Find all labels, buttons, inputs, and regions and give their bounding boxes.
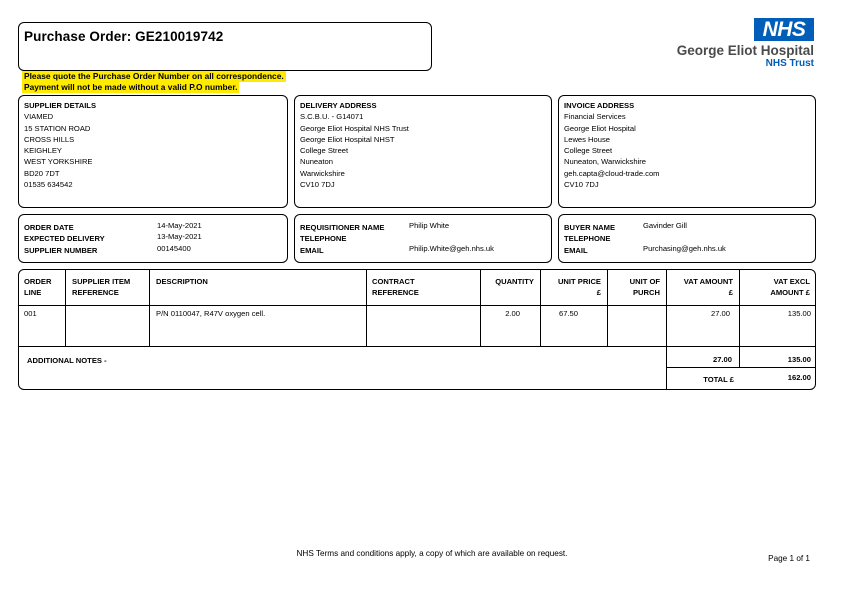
vat-total: 27.00 bbox=[712, 355, 732, 364]
order-date-label: ORDER DATE bbox=[24, 223, 74, 232]
buyer-email-label: EMAIL bbox=[564, 245, 588, 255]
header-line: UNIT PRICE bbox=[557, 277, 601, 286]
expected-delivery-label: EXPECTED DELIVERY bbox=[24, 234, 105, 244]
delivery-line: College Street bbox=[300, 146, 349, 156]
col-divider bbox=[65, 270, 66, 347]
header-description: DESCRIPTION bbox=[156, 277, 208, 286]
header-line: LINE bbox=[24, 288, 42, 297]
invoice-line: geh.capta@cloud-trade.com bbox=[564, 168, 660, 178]
header-supplier-item bbox=[72, 276, 130, 298]
supplier-line: WEST YORKSHIRE bbox=[24, 157, 93, 167]
delivery-line: George Eliot Hospital NHS Trust bbox=[300, 123, 409, 133]
buyer-email: Purchasing@geh.nhs.uk bbox=[643, 244, 726, 253]
requisitioner-email-label: EMAIL bbox=[300, 245, 324, 255]
org-name: George Eliot Hospital bbox=[676, 43, 814, 58]
requisitioner-name: Philip White bbox=[409, 221, 450, 230]
delivery-line: S.C.B.U. - G14071 bbox=[300, 112, 364, 122]
supplier-details bbox=[24, 100, 96, 190]
header-line: ORDER bbox=[24, 277, 52, 286]
line-items-table bbox=[18, 269, 816, 390]
table-row-divider bbox=[19, 346, 815, 347]
header-line: VAT AMOUNT bbox=[683, 277, 733, 286]
row-order-line: 001 bbox=[24, 309, 37, 318]
delivery-line: Nuneaton bbox=[300, 157, 333, 167]
header-order-line bbox=[24, 276, 51, 298]
header-line: VAT EXCL bbox=[773, 277, 810, 286]
buyer-labels bbox=[564, 222, 615, 256]
header-line: £ bbox=[728, 288, 733, 297]
order-date: 14-May-2021 bbox=[157, 221, 202, 230]
col-divider bbox=[149, 270, 150, 347]
row-vat-amount: 27.00 bbox=[710, 309, 730, 318]
expected-delivery: 13-May-2021 bbox=[157, 232, 202, 242]
nhs-logo: NHS bbox=[754, 18, 814, 41]
invoice-line: College Street bbox=[564, 146, 613, 156]
requisitioner-email: Philip.White@geh.nhs.uk bbox=[409, 244, 494, 253]
supplier-line: 01535 634542 bbox=[24, 180, 73, 190]
header-line: £ bbox=[596, 288, 601, 297]
org-sub: NHS Trust bbox=[765, 58, 814, 69]
buyer-phone-label: TELEPHONE bbox=[564, 234, 611, 244]
po-title: Purchase Order: GE210019742 bbox=[24, 29, 224, 44]
header-quantity: QUANTITY bbox=[495, 277, 534, 286]
order-info-labels bbox=[24, 222, 105, 256]
buyer-name-label: BUYER NAME bbox=[564, 223, 616, 232]
invoice-line: Lewes House bbox=[564, 134, 611, 144]
row-unit-price: 67.50 bbox=[558, 309, 578, 318]
invoice-line: Nuneaton, Warwickshire bbox=[564, 157, 647, 167]
delivery-line: CV10 7DJ bbox=[300, 180, 335, 190]
additional-notes-label: ADDITIONAL NOTES - bbox=[27, 356, 107, 365]
header-unit-price bbox=[541, 276, 601, 298]
supplier-line: 15 STATION ROAD bbox=[24, 123, 91, 133]
header-line: REFERENCE bbox=[372, 288, 419, 297]
supplier-heading: SUPPLIER DETAILS bbox=[24, 101, 97, 110]
delivery-line: George Eliot Hospital NHST bbox=[300, 134, 395, 144]
header-line: CONTRACT bbox=[372, 277, 415, 286]
supplier-number-label: SUPPLIER NUMBER bbox=[24, 245, 98, 255]
invoice-address bbox=[564, 100, 660, 190]
row-description: P/N 0110047, R47V oxygen cell. bbox=[156, 309, 266, 318]
delivery-heading: DELIVERY ADDRESS bbox=[300, 101, 377, 110]
invoice-line: CV10 7DJ bbox=[564, 180, 599, 190]
delivery-address bbox=[300, 100, 409, 190]
total-label: TOTAL £ bbox=[703, 375, 734, 384]
terms-note: NHS Terms and conditions apply, a copy of which are available on request. bbox=[296, 549, 568, 558]
header-vat-amount bbox=[667, 276, 733, 298]
supplier-line: KEIGHLEY bbox=[24, 146, 62, 156]
row-vat-excl: 135.00 bbox=[787, 309, 811, 318]
requisitioner-labels bbox=[300, 222, 384, 256]
requisitioner-phone-label: TELEPHONE bbox=[300, 234, 347, 244]
buyer-name: Gavinder Gill bbox=[643, 221, 687, 230]
page-number: Page 1 of 1 bbox=[768, 554, 810, 563]
header-line: UNIT OF bbox=[629, 277, 660, 286]
invoice-line: Financial Services bbox=[564, 112, 626, 122]
header-line: PURCH bbox=[632, 288, 660, 297]
excl-total: 135.00 bbox=[787, 355, 811, 364]
requisitioner-name-label: REQUISITIONER NAME bbox=[300, 223, 385, 232]
table-header-divider bbox=[19, 305, 815, 306]
row-quantity: 2.00 bbox=[505, 309, 520, 318]
header-line: AMOUNT £ bbox=[770, 288, 810, 297]
order-info-values bbox=[157, 220, 202, 254]
notice-payment: Payment will not be made without a valid P.O number. bbox=[24, 82, 238, 92]
invoice-line: George Eliot Hospital bbox=[564, 123, 636, 133]
invoice-heading: INVOICE ADDRESS bbox=[564, 101, 635, 110]
delivery-line: Warwickshire bbox=[300, 168, 345, 178]
supplier-line: CROSS HILLS bbox=[24, 134, 75, 144]
supplier-number: 00145400 bbox=[157, 243, 191, 253]
totals-divider bbox=[666, 367, 815, 368]
header-unit-of-purch bbox=[608, 276, 660, 298]
grand-total: 162.00 bbox=[787, 373, 811, 382]
header-line: REFERENCE bbox=[72, 288, 119, 297]
supplier-line: BD20 7DT bbox=[24, 168, 60, 178]
supplier-line: VIAMED bbox=[24, 112, 54, 122]
header-vat-excl bbox=[740, 276, 810, 298]
notice-quote-po: Please quote the Purchase Order Number on all correspondence. bbox=[24, 71, 284, 81]
col-divider bbox=[366, 270, 367, 347]
header-line: SUPPLIER ITEM bbox=[72, 277, 131, 286]
header-contract bbox=[372, 276, 419, 298]
